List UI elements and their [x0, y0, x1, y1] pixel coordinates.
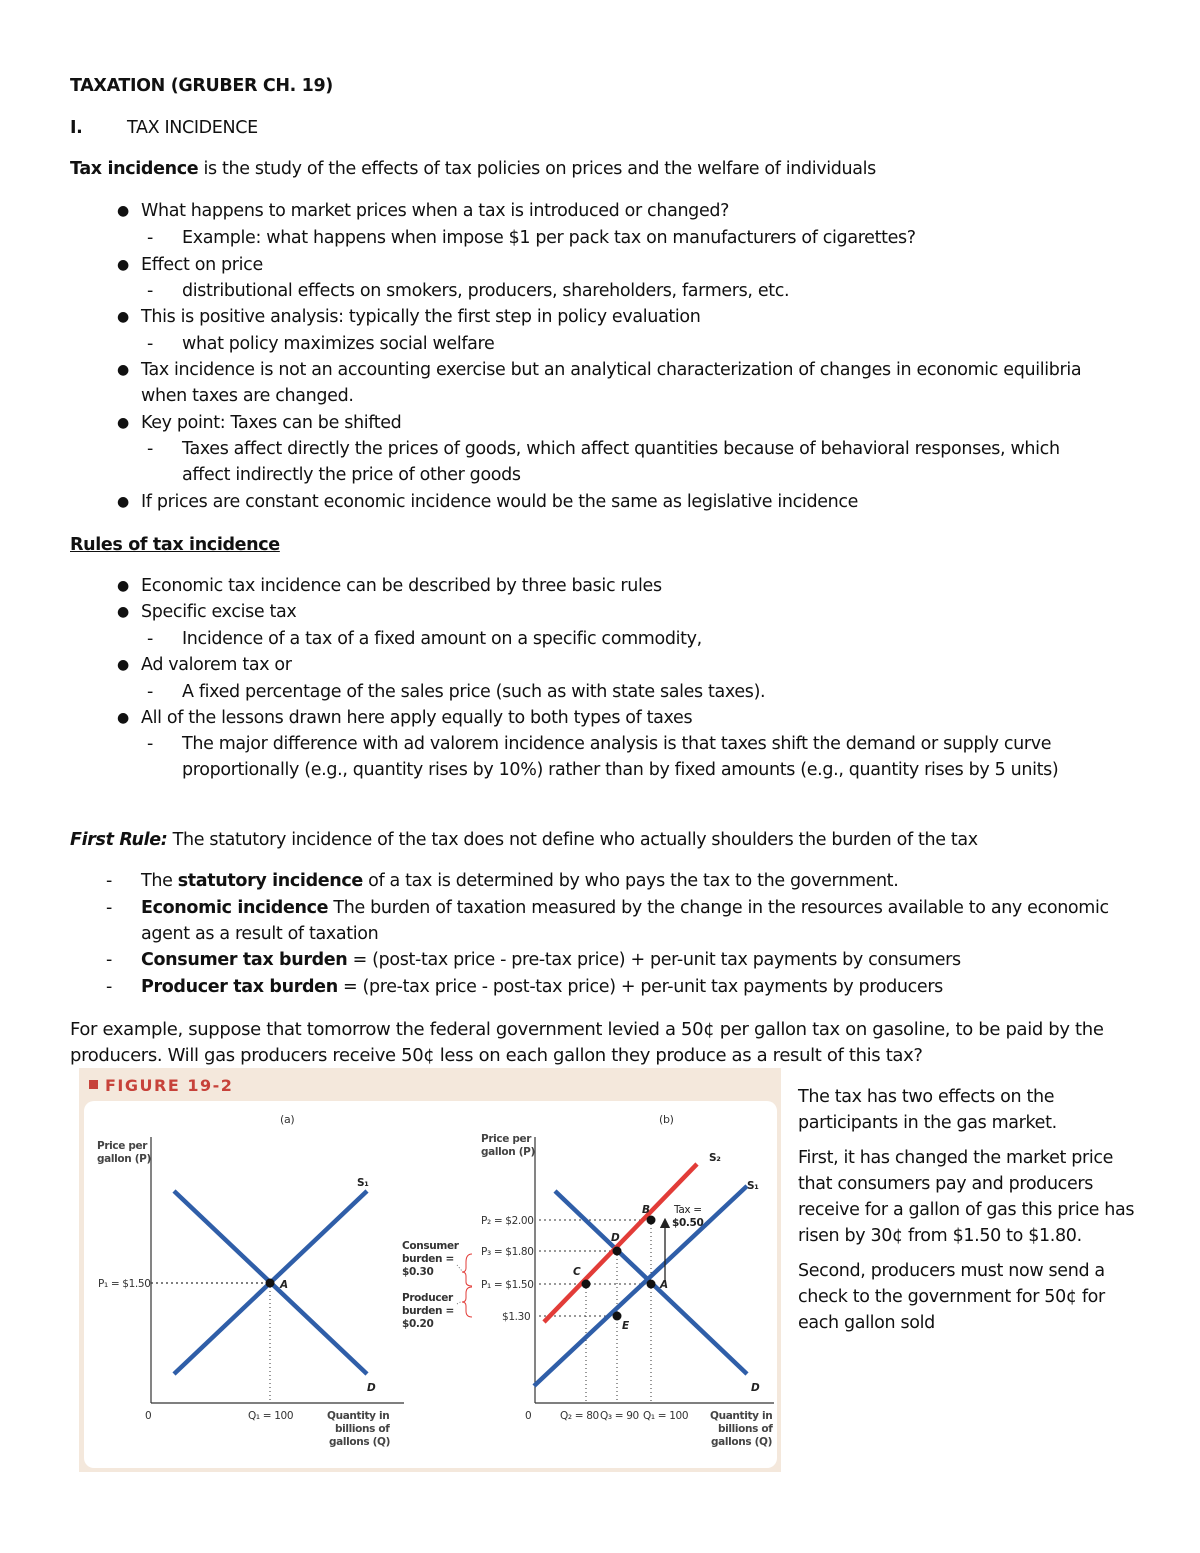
list-subitem-continuation: proportionally (e.g., quantity rises by 10%) rather than by fixed amounts (e.g., quantity rises by 5 units) — [182, 760, 1059, 780]
panel-a-point-label: A — [280, 1279, 288, 1291]
panel-b-point-label: E — [622, 1320, 629, 1332]
dash-icon: - — [147, 439, 153, 459]
producer-burden-label: Producer — [402, 1292, 453, 1304]
first-rule — [70, 830, 978, 850]
panel-b-point-c — [582, 1280, 591, 1289]
example-line: producers. Will gas producers receive 50¢ less on each gallon they produce as a result of this tax? — [70, 1045, 923, 1066]
bullet-icon: ● — [117, 494, 129, 510]
list-item: Economic tax incidence can be described by three basic rules — [141, 576, 662, 596]
panel-b-y-label: Price per — [481, 1133, 532, 1145]
panel-b-p2-label: P₂ = $2.00 — [481, 1215, 534, 1227]
list-subitem: Example: what happens when impose $1 per pack tax on manufacturers of cigarettes? — [182, 228, 916, 248]
example-line: For example, suppose that tomorrow the federal government levied a 50¢ per gallon tax on gasoline, to be paid by the — [70, 1019, 1104, 1040]
list-subitem: distributional effects on smokers, producers, shareholders, farmers, etc. — [182, 281, 790, 301]
commentary-paragraph: The tax has two effects on the participants in the gas market. — [798, 1087, 1057, 1133]
dash-icon: - — [147, 281, 153, 301]
bullet-icon: ● — [117, 203, 129, 219]
panel-b-point-b — [647, 1216, 656, 1225]
panel-a-origin: 0 — [145, 1410, 152, 1422]
producer-burden-value: $0.20 — [402, 1318, 434, 1330]
panel-b-demand-label: D — [751, 1382, 760, 1394]
first-rule-label: First Rule: — [70, 830, 168, 850]
panel-a-y-label: Price per — [97, 1140, 148, 1152]
list-item: Key point: Taxes can be shifted — [141, 413, 402, 433]
panel-b-origin: 0 — [525, 1410, 532, 1422]
dash-icon: - — [106, 871, 112, 891]
panel-b-label: (b) — [659, 1113, 674, 1126]
definition — [70, 159, 876, 179]
list-subitem-continuation: affect indirectly the price of other goods — [182, 465, 521, 485]
dash-icon: - — [147, 334, 153, 354]
document-title: TAXATION (GRUBER CH. 19) — [70, 76, 333, 96]
section-number: I. — [70, 118, 83, 138]
list-subitem: The major difference with ad valorem incidence analysis is that taxes shift the demand or supply curve — [182, 734, 1052, 754]
panel-b-s2-label: S₂ — [709, 1152, 721, 1164]
panel-b-tax-label: $0.50 — [672, 1217, 704, 1229]
bullet-icon: ● — [117, 257, 129, 273]
panel-a-price-label: P₁ = $1.50 — [98, 1278, 151, 1290]
list-item: Ad valorem tax or — [141, 655, 292, 675]
bullet-icon: ● — [117, 710, 129, 726]
definition-text: is the study of the effects of tax policies on prices and the welfare of individuals — [198, 159, 876, 179]
panel-b-point-a — [647, 1280, 656, 1289]
list-item: If prices are constant economic incidence would be the same as legislative incidence — [141, 492, 859, 512]
bullet-icon: ● — [117, 578, 129, 594]
bullet-icon: ● — [117, 604, 129, 620]
panel-b-q1-label: Q₁ = 100 — [643, 1410, 689, 1422]
figure-19-2 — [79, 1068, 781, 1472]
consumer-burden-label: Consumer — [402, 1240, 459, 1252]
panel-b-x-label: gallons (Q) — [711, 1436, 773, 1448]
panel-b-q3-label: Q₃ = 90 — [600, 1410, 639, 1422]
producer-burden-pointer — [457, 1301, 462, 1304]
bullet-icon: ● — [117, 415, 129, 431]
panel-a-x-label: gallons (Q) — [329, 1436, 391, 1448]
consumer-burden-pointer — [457, 1265, 462, 1271]
list-item: Consumer tax burden = (post-tax price - pre-tax price) + per-unit tax payments by consumers — [141, 950, 961, 970]
dash-icon: - — [106, 950, 112, 970]
panel-b-supply-curve-s2 — [544, 1164, 697, 1322]
section-title: TAX INCIDENCE — [127, 118, 258, 138]
dash-icon: - — [106, 977, 112, 997]
producer-burden-brace — [462, 1287, 472, 1317]
panel-b-supply-curve-s1 — [534, 1186, 747, 1386]
panel-b-point-label: A — [660, 1279, 668, 1291]
dash-icon: - — [106, 898, 112, 918]
list-item: The statutory incidence of a tax is determined by who pays the tax to the government. — [141, 871, 899, 891]
commentary-paragraph: First, it has changed the market price that consumers pay and producers receive for a gallon of gas this price has risen by 30¢ from $1.50 to $1.80. — [798, 1148, 1135, 1246]
list-subitem: Incidence of a tax of a fixed amount on a specific commodity, — [182, 629, 702, 649]
rules-heading: Rules of tax incidence — [70, 535, 280, 555]
panel-a-point-a — [266, 1279, 275, 1288]
panel-b-s1-label: S₁ — [747, 1180, 759, 1192]
figure-commentary — [798, 1084, 1143, 1345]
bullet-icon: ● — [117, 657, 129, 673]
panel-b-point-d — [613, 1247, 622, 1256]
panel-a-q-label: Q₁ = 100 — [248, 1410, 294, 1422]
commentary-paragraph: Second, producers must now send a check to the government for 50¢ for each gallon sold — [798, 1261, 1105, 1333]
list-item-continuation: agent as a result of taxation — [141, 924, 379, 944]
list-item: Economic incidence The burden of taxation measured by the change in the resources available to any economic — [141, 898, 1109, 918]
list-item: All of the lessons drawn here apply equally to both types of taxes — [141, 708, 693, 728]
panel-a-y-label: gallon (P) — [97, 1153, 151, 1165]
panel-b-point-label: D — [611, 1232, 620, 1244]
bullet-icon: ● — [117, 309, 129, 325]
list-subitem: Taxes affect directly the prices of goods, which affect quantities because of behavioral responses, which — [182, 439, 1060, 459]
panel-a-supply-label: S₁ — [357, 1177, 369, 1189]
list-item: Producer tax burden = (pre-tax price - post-tax price) + per-unit tax payments by producers — [141, 977, 943, 997]
list-subitem: A fixed percentage of the sales price (such as with state sales taxes). — [182, 682, 766, 702]
panel-a-x-label: Quantity in — [327, 1410, 390, 1422]
list-item: Effect on price — [141, 255, 263, 275]
panel-b-y-label: gallon (P) — [481, 1146, 535, 1158]
dash-icon: - — [147, 629, 153, 649]
panel-b-p1-label: P₁ = $1.50 — [481, 1279, 534, 1291]
consumer-burden-brace — [462, 1254, 472, 1286]
panel-b-p3-label: P₃ = $1.80 — [481, 1246, 534, 1258]
panel-b-low-label: $1.30 — [502, 1311, 531, 1323]
consumer-burden-label: burden = — [402, 1253, 454, 1265]
figure-panel — [84, 1101, 777, 1468]
panel-a-label: (a) — [280, 1113, 295, 1126]
panel-b-point-label: C — [573, 1266, 581, 1278]
panel-b-q2-label: Q₂ = 80 — [560, 1410, 599, 1422]
dash-icon: - — [147, 682, 153, 702]
panel-a-demand-label: D — [367, 1382, 376, 1394]
dash-icon: - — [147, 734, 153, 754]
panel-b-x-label: billions of — [718, 1423, 773, 1435]
panel-b-tax-label: Tax = — [674, 1204, 702, 1216]
list-item: Tax incidence is not an accounting exercise but an analytical characterization of changes in economic equilibria — [141, 360, 1082, 380]
panel-b-x-label: Quantity in — [710, 1410, 773, 1422]
producer-burden-label: burden = — [402, 1305, 454, 1317]
square-icon — [89, 1080, 98, 1089]
list-item: What happens to market prices when a tax is introduced or changed? — [141, 201, 730, 221]
definition-term: Tax incidence — [70, 159, 199, 179]
list-item-continuation: when taxes are changed. — [141, 386, 354, 406]
panel-a-x-label: billions of — [335, 1423, 390, 1435]
first-rule-text: The statutory incidence of the tax does not define who actually shoulders the burden of the tax — [167, 830, 978, 850]
bullet-icon: ● — [117, 362, 129, 378]
list-item: This is positive analysis: typically the first step in policy evaluation — [141, 307, 701, 327]
consumer-burden-value: $0.30 — [402, 1266, 434, 1278]
dash-icon: - — [147, 228, 153, 248]
list-subitem: what policy maximizes social welfare — [182, 334, 495, 354]
panel-b-point-e — [613, 1312, 622, 1321]
list-item: Specific excise tax — [141, 602, 297, 622]
panel-b-point-label: B — [642, 1204, 650, 1216]
figure-graphic — [84, 1101, 777, 1468]
figure-title: FIGURE 19-2 — [89, 1076, 233, 1095]
